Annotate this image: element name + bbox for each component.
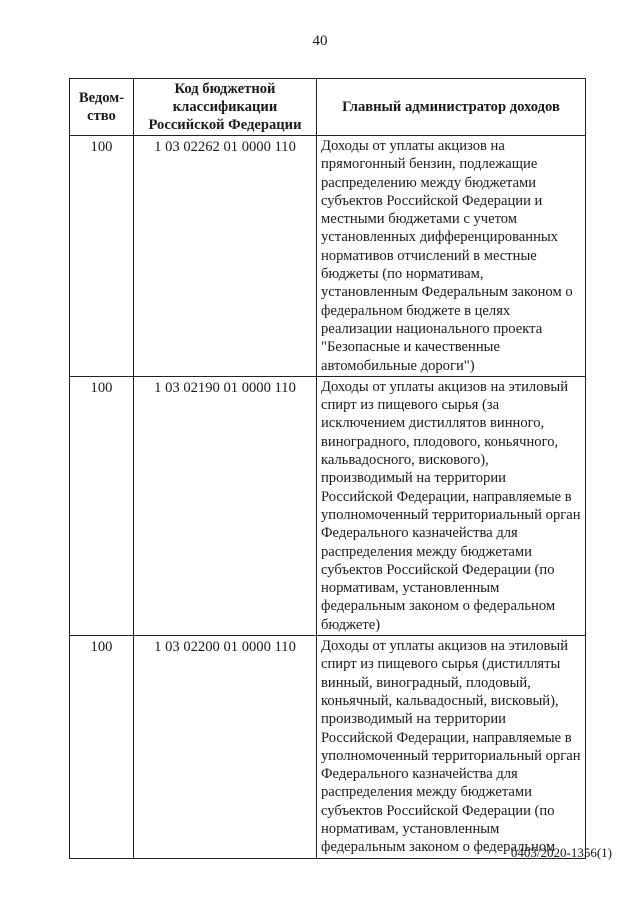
budget-code-cell: 1 03 02262 01 0000 110	[134, 136, 317, 377]
header-department: Ведом-ство	[70, 79, 134, 136]
document-registration-code: 0403/2020-1356(1)	[510, 845, 612, 860]
table-row	[70, 376, 586, 635]
header-administrator: Главный администратор доходов	[317, 79, 586, 136]
table-row	[70, 136, 586, 377]
department-cell: 100	[70, 136, 134, 377]
table-header-row	[70, 79, 586, 136]
revenue-description-cell: Доходы от уплаты акцизов на прямогонный бензин, подлежащие распределению между бюджетами субъектов Российской Федерации и местными бюджетами с учетом установленных дифференцированных нормативов отчислений в местные бюджеты (по нормативам, установленным Федеральным законом о федеральном бюджете в целях реализации национального проекта "Безопасные и качественные автомобильные дороги")	[317, 136, 586, 377]
budget-code-cell: 1 03 02200 01 0000 110	[134, 636, 317, 859]
revenue-description-cell: Доходы от уплаты акцизов на этиловый спирт из пищевого сырья (дистилляты винный, виноградный, плодовый, коньячный, кальвадосный, висковый), производимый на территории Российской Федерации, направляемые в уполномоченный территориальный орган Федерального казначейства для распределения между бюджетами субъектов Российской Федерации (по нормативам, установленным федеральным законом о федеральном	[317, 636, 586, 859]
table-row	[70, 636, 586, 859]
revenue-description-cell: Доходы от уплаты акцизов на этиловый спирт из пищевого сырья (за исключением дистиллятов винного, виноградного, плодового, коньячного, кальвадосного, вискового), производимый на территории Российской Федерации, направляемые в уполномоченный территориальный орган Федерального казначейства для распределения между бюджетами субъектов Российской Федерации (по нормативам, установленным федеральным законом о федеральном бюджете)	[317, 376, 586, 635]
revenue-administrators-table	[69, 78, 586, 859]
header-budget-code: Код бюджетной классификации Российской Федерации	[134, 79, 317, 136]
budget-code-cell: 1 03 02190 01 0000 110	[134, 376, 317, 635]
department-cell: 100	[70, 376, 134, 635]
department-cell: 100	[70, 636, 134, 859]
page-number: 40	[312, 33, 328, 49]
